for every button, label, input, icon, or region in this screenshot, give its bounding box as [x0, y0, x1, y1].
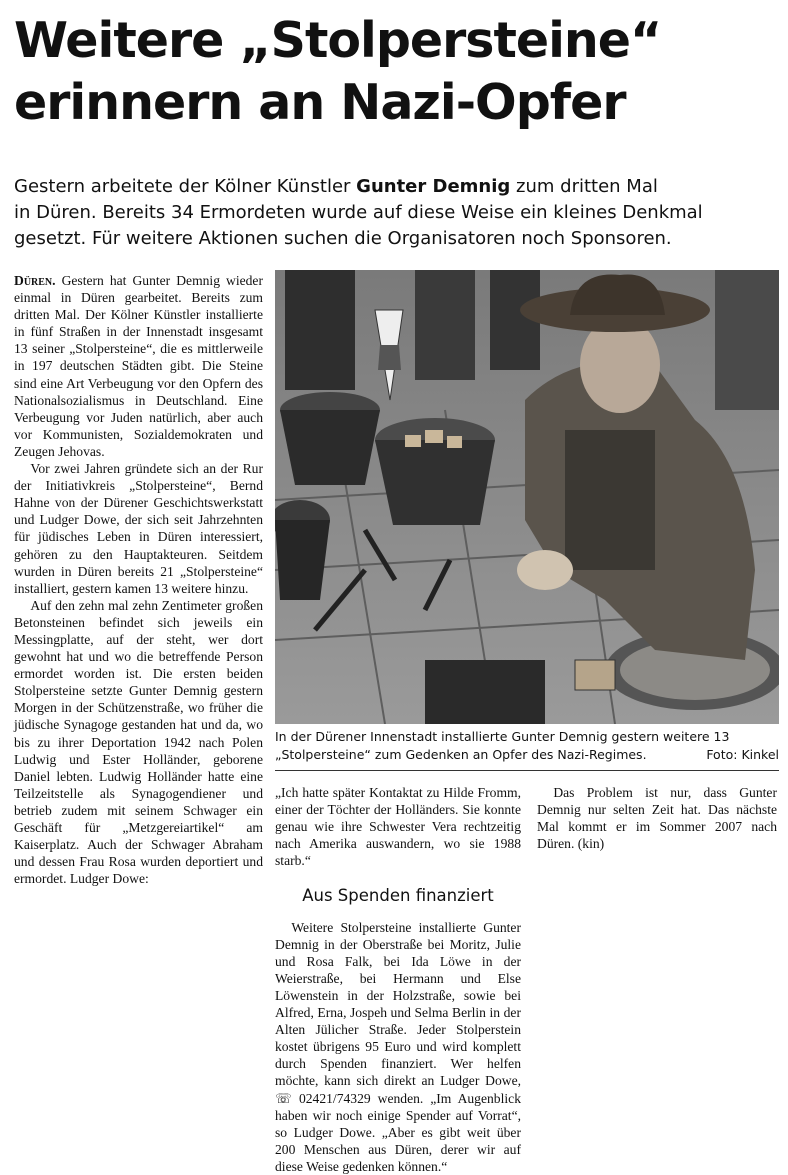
- article-paragraph: „Ich hatte später Kontaktat zu Hilde Fromm, einer der Töchter der Holländers. Sie konnte genau wie ihre Schwester Vera rechtzeitig nach Amerika auswandern, wo sie 1988 starb.“: [275, 785, 521, 869]
- article-paragraph: Vor zwei Jahren gründete sich an der Rur der Initiativkreis „Stolpersteine“, Bernd Hahne von der Dürener Geschichtswerkstatt und Ludger Dowe, der sich seit Jahrzehnten für jüdisches Leben in Düren interessiert, gehören zu den Hauptakteuren. Seitdem wurden in Düren bereits 21 „Stolpersteine“ installiert, gestern kamen 13 weitere hinzu.: [14, 461, 263, 596]
- lead-line-2: in Düren. Bereits 34 Ermordeten wurde auf diese Weise ein kleines Denkmal: [14, 202, 703, 223]
- article-paragraph: Weitere Stolpersteine installierte Gunter Demnig in der Oberstraße bei Moritz, Julie und Rosa Falk, bei Ida Löwe in der Weierstraße, bei Hermann und Else Löwenstein in der Holzstraße, sowie bei Alfred, Erna, Jospeh und Selma Berlin in der Alten Jülicher Straße. Jeder Stolperstein kostet übrigens 95 Euro und wird komplett durch Spenden finanziert. Wer helfen möchte, kann sich direkt an Ludger Dowe, ☏ 02421/74329 wenden. „Im Augenblick haben wir noch einige Spender auf Vorrat“, so Ludger Dowe. „Aber es gibt weit über 200 Menschen aus Düren, derer wir auf diese Weise gedenken können.“: [275, 919, 521, 1174]
- lead-line-1: [14, 174, 784, 200]
- photo-credit: Foto: Kinkel: [706, 747, 779, 762]
- article-column-3: [537, 784, 777, 852]
- lead-line-3: gesetzt. Für weitere Aktionen suchen die Organisatoren noch Sponsoren.: [14, 228, 672, 249]
- lead-name-bold: Gunter Demnig: [356, 176, 511, 197]
- article-column-1: [14, 272, 263, 887]
- article-paragraph: Das Problem ist nur, dass Gunter Demnig nur selten Zeit hat. Das nächste Mal kommt er im Sommer 2007 nach Düren. (kin): [537, 785, 777, 852]
- lead-text: Gestern arbeitete der Kölner Künstler: [14, 176, 357, 197]
- article-column-2: [275, 784, 521, 1175]
- article-paragraph: Auf den zehn mal zehn Zentimeter großen Betonsteinen befindet sich jeweils ein Messingplatte, auf der steht, wer dort gewohnt hat und wo die betreffende Person ermordet worden ist. Die ersten beiden Stolpersteine setzte Gunter Demnig gestern Morgen in der Schützenstraße, wo früher die jüdische Synagoge gestanden hat und da, wo bis zu ihrer Deportation 1942 nach Polen Ludwig und Ester Holländer, geborene Daniel lebten. Ludwig Holländer hatte eine Teilzeitstelle als Synagogendiener und betrieb zudem mit seinem Schwager ein Geschäft für „Metzgereiartikel“ am Kaiserplatz. Auch der Schwager Abraham und dessen Frau Rosa wurden deportiert und ermordet. Ludger Dowe:: [14, 597, 263, 887]
- caption-line-1: In der Dürener Innenstadt installierte Gunter Demnig gestern weitere 13: [275, 729, 730, 744]
- dateline: Düren.: [14, 273, 56, 288]
- caption-line-2: [275, 746, 779, 764]
- article-paragraph: [14, 272, 263, 460]
- headline: [14, 10, 784, 134]
- caption-divider: [275, 770, 779, 771]
- headline-line-2: erinnern an Nazi-Opfer: [14, 74, 626, 131]
- headline-line-1: Weitere „Stolpersteine“: [14, 12, 662, 69]
- paragraph-text: Gestern hat Gunter Demnig wieder einmal in Düren gearbeitet. Bereits zum dritten Mal. Der Kölner Künstler installierte in fünf Straßen in der Innenstadt insgesamt 13 seiner „Stolpersteine“, die es mittlerweile in 197 deutschen Städten gibt. Die Steine sind eine Art Verbeugung vor den Opfern des Nationalsozialismus in Deutschland. Eine Verbeugung vor Juden natürlich, aber auch vor Kommunisten, Sozialdemokraten und Zeugen Jehovas.: [14, 273, 263, 459]
- article-photo: [275, 270, 779, 724]
- subheading: Aus Spenden finanziert: [302, 886, 494, 906]
- caption-text: „Stolpersteine“ zum Gedenken an Opfer des Nazi-Regimes.: [275, 747, 647, 762]
- lead-paragraph: [14, 174, 784, 252]
- lead-text: zum dritten Mal: [510, 176, 658, 197]
- photo-caption: [275, 728, 779, 764]
